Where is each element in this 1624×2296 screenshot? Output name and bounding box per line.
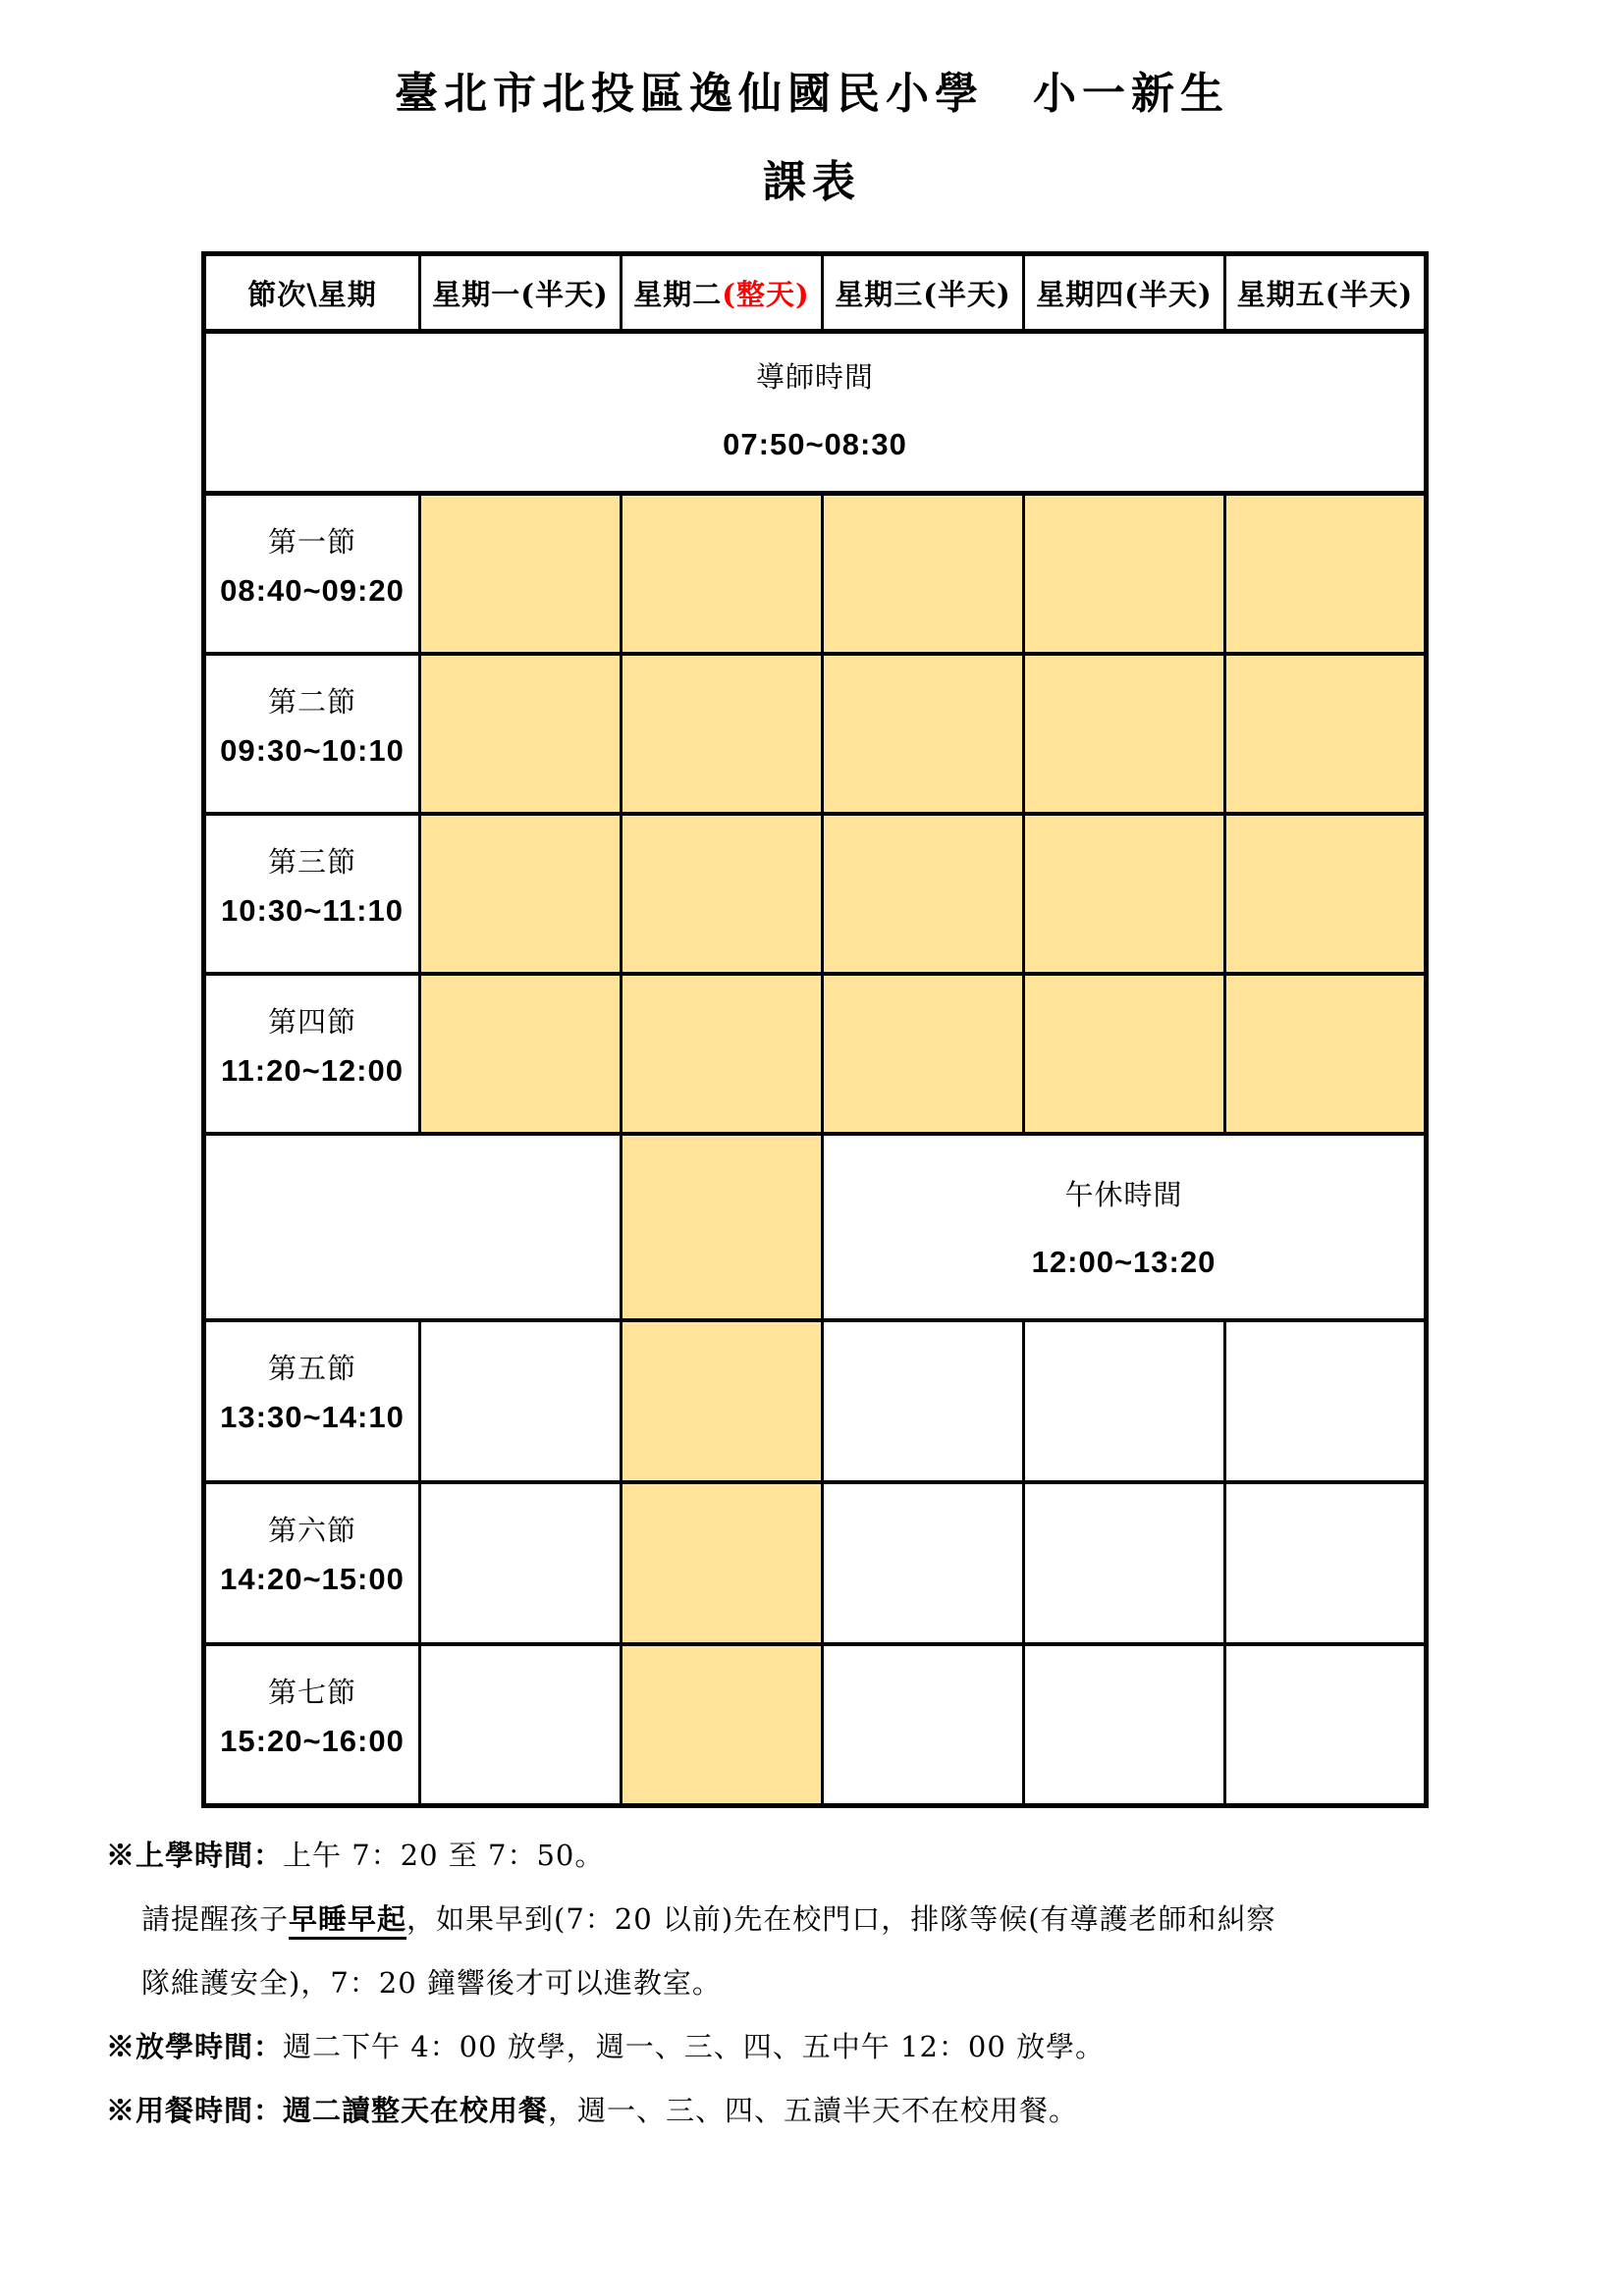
note-label: ※放學時間： (106, 2030, 284, 2063)
schedule-cell (1024, 494, 1225, 654)
period-7-row (204, 1644, 1427, 1806)
schedule-cell (1024, 974, 1225, 1134)
schedule-cell (823, 814, 1024, 974)
period-3-label-cell (204, 814, 420, 974)
schedule-cell (1024, 1644, 1225, 1806)
period-5-row (204, 1320, 1427, 1482)
header-row (204, 254, 1427, 332)
header-monday-cell (420, 254, 622, 332)
schedule-cell (1225, 654, 1427, 814)
period-time: 09:30~10:10 (220, 732, 405, 768)
schedule-cell (420, 1644, 622, 1806)
teacher-time-value: 07:50~08:30 (723, 427, 907, 461)
schedule-cell (420, 654, 622, 814)
period-name: 第一節 (267, 525, 356, 559)
period-name: 第六節 (267, 1513, 356, 1547)
period-name: 第三節 (267, 844, 356, 879)
schedule-cell (1024, 654, 1225, 814)
day-note: (半天) (1124, 277, 1213, 311)
period-time: 08:40~09:20 (220, 573, 405, 608)
lunch-text-cell (823, 1134, 1427, 1320)
period-time: 14:20~15:00 (220, 1561, 405, 1596)
schedule-cell (1024, 814, 1225, 974)
notes-section (106, 1834, 1624, 2132)
teacher-time-label: 導師時間 (755, 360, 874, 394)
day-note: (半天) (1325, 277, 1414, 311)
schedule-cell (1225, 494, 1427, 654)
schedule-cell (823, 494, 1024, 654)
day-label: 星期一 (432, 277, 521, 311)
header-wednesday-cell (823, 254, 1024, 332)
period-time: 15:20~16:00 (220, 1723, 405, 1758)
schedule-cell (622, 814, 823, 974)
page-title: 臺北市北投區逸仙國民小學 小一新生 (395, 69, 1229, 119)
day-label: 星期四 (1036, 277, 1125, 311)
period-4-label-cell (204, 974, 420, 1134)
schedule-cell (420, 1320, 622, 1482)
schedule-cell (823, 974, 1024, 1134)
schedule-cell (1225, 1482, 1427, 1644)
schedule-cell (1225, 1320, 1427, 1482)
period-6-row (204, 1482, 1427, 1644)
schedule-cell (420, 974, 622, 1134)
note-text: 上午 7：20 至 7：50。 (283, 1839, 605, 1872)
note-text: ，如果早到(7：20 以前)先在校門口，排隊等候(有導護老師和糾察 (406, 1902, 1276, 1936)
schedule-cell (1225, 974, 1427, 1134)
lunch-row (204, 1134, 1427, 1320)
note-reminder-line-2 (106, 1961, 1624, 2004)
schedule-cell (1225, 1644, 1427, 1806)
schedule-cell (823, 654, 1024, 814)
note-emphasis: 早睡早起 (289, 1902, 407, 1936)
period-name: 第二節 (267, 684, 356, 719)
period-7-label-cell (204, 1644, 420, 1806)
note-meal (106, 2089, 1624, 2132)
teacher-time-cell (204, 332, 1427, 494)
schedule-cell (420, 814, 622, 974)
header-tuesday-cell (622, 254, 823, 332)
schedule-cell (823, 1482, 1024, 1644)
day-note: (半天) (520, 277, 609, 311)
day-note-full-day: (整天) (722, 277, 810, 311)
schedule-cell (622, 974, 823, 1134)
period-5-label-cell (204, 1320, 420, 1482)
schedule-cell (622, 654, 823, 814)
schedule-cell (1024, 1482, 1225, 1644)
period-4-row (204, 974, 1427, 1134)
note-label: ※用餐時間：週二讀整天在校用餐 (106, 2094, 549, 2127)
schedule-cell (1225, 814, 1427, 974)
schedule-cell (622, 1644, 823, 1806)
schedule-cell (420, 1482, 622, 1644)
header-corner-cell: 節次\星期 (204, 254, 420, 332)
lunch-label: 午休時間 (1064, 1177, 1183, 1211)
teacher-time-row (204, 332, 1427, 494)
timetable-table (201, 251, 1429, 1808)
note-text: 週二下午 4：00 放學，週一、三、四、五中午 12：00 放學。 (283, 2030, 1106, 2063)
header-thursday-cell (1024, 254, 1225, 332)
schedule-cell (622, 1482, 823, 1644)
day-note: (半天) (923, 277, 1011, 311)
schedule-cell (622, 1320, 823, 1482)
day-label: 星期五 (1236, 277, 1326, 311)
period-time: 13:30~14:10 (220, 1399, 405, 1434)
period-1-label-cell (204, 494, 420, 654)
period-time: 11:20~12:00 (221, 1052, 404, 1088)
note-reminder-line-1 (106, 1897, 1624, 1941)
schedule-cell (823, 1644, 1024, 1806)
note-dismissal (106, 2025, 1624, 2068)
period-time: 10:30~11:10 (221, 892, 404, 928)
day-label: 星期二 (633, 277, 723, 311)
header-friday-cell (1225, 254, 1427, 332)
lunch-time: 12:00~13:20 (1031, 1244, 1217, 1279)
schedule-cell (622, 494, 823, 654)
page-subtitle: 課表 (763, 157, 861, 207)
period-name: 第四節 (267, 1004, 356, 1039)
period-name: 第五節 (267, 1351, 356, 1385)
period-2-row (204, 654, 1427, 814)
period-2-label-cell (204, 654, 420, 814)
note-school-arrival (106, 1834, 1624, 1877)
period-3-row (204, 814, 1427, 974)
note-text: 請提醒孩子 (141, 1902, 290, 1936)
period-6-label-cell (204, 1482, 420, 1644)
lunch-tuesday-highlight (622, 1134, 823, 1320)
schedule-cell (823, 1320, 1024, 1482)
schedule-cell (420, 494, 622, 654)
schedule-cell (1024, 1320, 1225, 1482)
note-label: ※上學時間： (106, 1839, 284, 1872)
lunch-empty-left (204, 1134, 622, 1320)
period-name: 第七節 (267, 1675, 356, 1709)
period-1-row (204, 494, 1427, 654)
day-label: 星期三 (835, 277, 924, 311)
note-text: ，週一、三、四、五讀半天不在校用餐。 (548, 2094, 1079, 2127)
note-text: 隊維護安全)，7：20 鐘響後才可以進教室。 (141, 1966, 722, 2000)
